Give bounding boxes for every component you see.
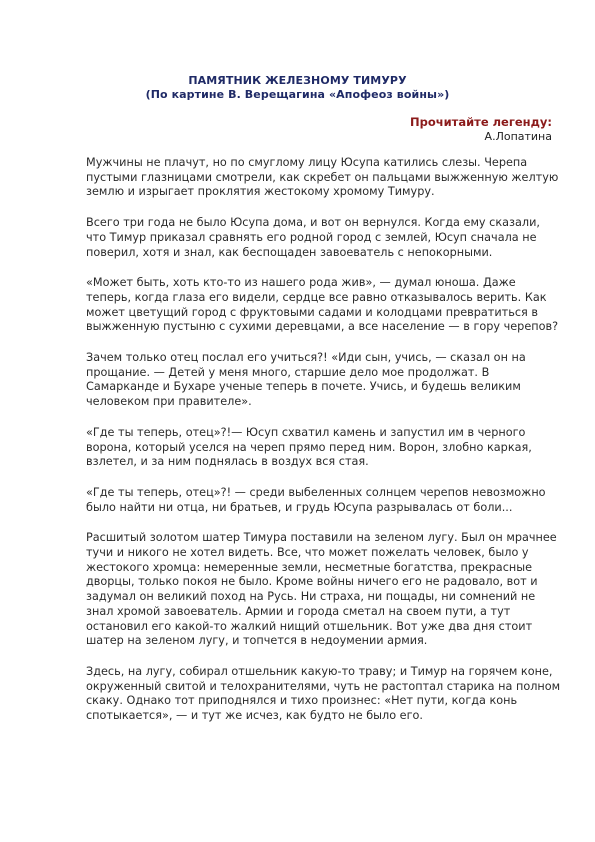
story-body [86,156,562,740]
paragraph: «Может быть, хоть кто-то из нашего рода жив», — думал юноша. Даже теперь, когда глаза его видели, сердце все равно отказывалось верить. Как может цветущий город с фруктовыми садами и колодцами превратиться в выжженную пустыню с сухими деревцами, а все население — в гору черепов? [86,276,559,334]
paragraph: Мужчины не плачут, но по смуглому лицу Юсупа катились слезы. Черепа пустыми глазницами смотрели, как скребет он пальцами выжженную желтую землю и изрыгает проклятия жестокому хромому Тимуру. [86,156,559,199]
paragraph: «Где ты теперь, отец»?!— Юсуп схватил камень и запустил им в черного ворона, который уселся на череп прямо перед ним. Ворон, злобно каркая, взлетел, и за ним поднялась в воздух вся стая. [86,425,532,469]
author-name: А.Лопатина [484,130,552,143]
paragraph: «Где ты теперь, отец»?! — среди выбеленных солнцем черепов невозможно было найти ни отца, ни братьев, и грудь Юсупа разрывалась от боли... [86,485,546,514]
paragraph: Здесь, на лугу, собирал отшельник какую-то траву; и Тимур на горячем коне, окруженный свитой и телохранителями, чуть не растоптал старика на полном скаку. Однако тот приподнялся и тихо произнес: «Нет пути, когда конь спотыкается», — и тут же исчез, как будто не было его. [86,664,561,723]
paragraph: Зачем только отец послал его учиться?! «Иди сын, учись, — сказал он на прощание. — Детей у меня много, старшие дело мое продолжат. В Самарканде и Бухаре ученые теперь в почете. Учись, и будешь великим человеком при правителе». [86,351,526,409]
paragraph: Расшитый золотом шатер Тимура поставили на зеленом лугу. Был он мрачнее тучи и никого не хотел видеть. Все, что может пожелать человек, было у жестокого хромца: немеренные земли, несметные богатства, прекрасные дворцы, только покоя не было. Кроме войны ничего его не радовало, вот и задумал он великий поход на Русь. Ни страха, ни пощады, ни сомнений не знал хромой завоеватель. Армии и города сметал на своем пути, а тут остановил его какой-то жалкий нищий отшельник. Вот уже два дня стоит шатер на зеленом лугу, и топчется в недоумении армия. [86,531,557,648]
legend-call-heading: Прочитайте легенду: [409,115,552,129]
paragraph: Всего три года не было Юсупа дома, и вот он вернулся. Когда ему сказали, что Тимур приказал сравнять его родной город с землей, Юсуп сначала не поверил, хотя и знал, как беспощаден завоеватель с непокорными. [86,216,540,259]
document-title: ПАМЯТНИК ЖЕЛЕЗНОМУ ТИМУРУ [188,74,407,87]
document-subtitle: (По картине В. Верещагина «Апофеоз войны») [145,88,450,101]
